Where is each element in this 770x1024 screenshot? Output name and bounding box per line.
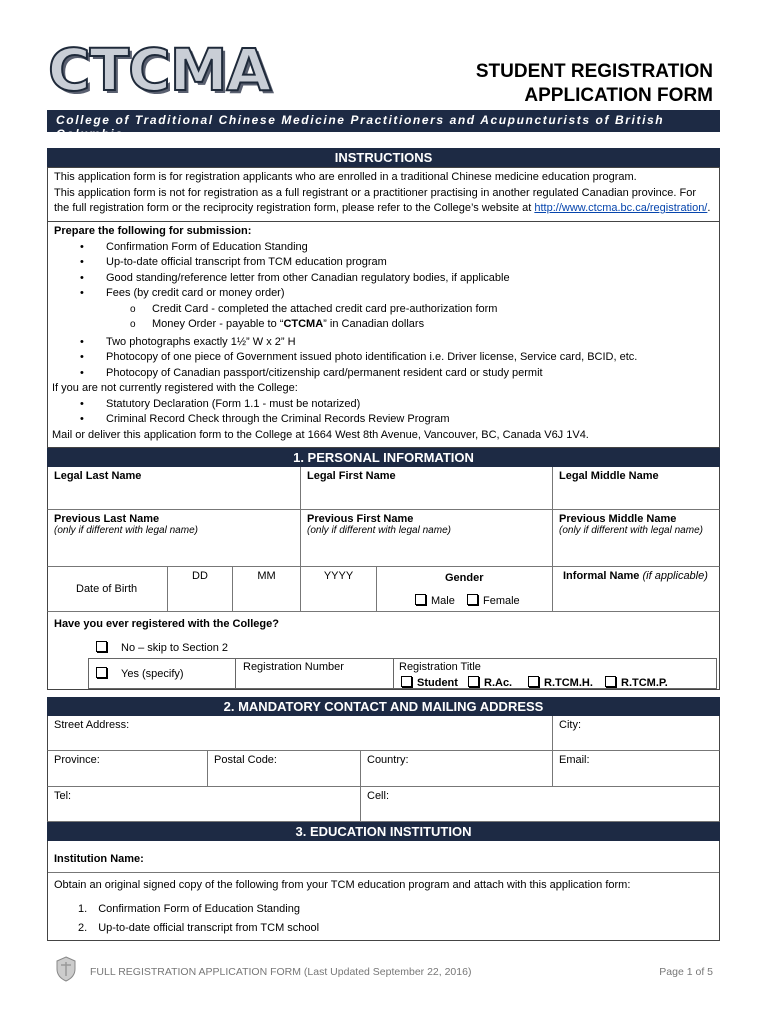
legal-last-name-field[interactable]: Legal Last Name bbox=[47, 467, 301, 510]
title-student-checkbox[interactable]: Student bbox=[401, 676, 458, 689]
instructions-para1: This application form is for registration applicants who are enrolled in a traditional Chinese medicine education program. bbox=[54, 171, 637, 183]
footer-form-info: FULL REGISTRATION APPLICATION FORM (Last Updated September 22, 2016) bbox=[90, 966, 472, 978]
list-item: • Fees (by credit card or money order) bbox=[54, 286, 713, 302]
list-item: • Good standing/reference letter from other Canadian regulatory bodies, if applicable bbox=[54, 271, 713, 287]
legal-first-name-field[interactable]: Legal First Name bbox=[301, 467, 553, 510]
obtain-instructions: Obtain an original signed copy of the following from your TCM education program and attach with this application form: bbox=[54, 879, 631, 891]
country-field[interactable]: Country: bbox=[361, 751, 553, 787]
list-item: 1. Confirmation Form of Education Standing bbox=[78, 902, 300, 915]
registration-number-field[interactable]: Registration Number bbox=[243, 661, 344, 673]
checklist-3 bbox=[54, 397, 713, 428]
institution-name-field[interactable]: Institution Name: bbox=[47, 841, 720, 873]
title-rtcmh-checkbox[interactable]: R.TCM.H. bbox=[528, 676, 593, 689]
college-crest-icon bbox=[55, 956, 77, 982]
dob-month-field[interactable]: MM bbox=[233, 567, 301, 612]
previous-last-name-field[interactable]: Previous Last Name (only if different with legal name) bbox=[47, 510, 301, 567]
dob-label-cell bbox=[47, 567, 168, 612]
tel-field[interactable]: Tel: bbox=[47, 787, 361, 822]
gender-cell bbox=[377, 567, 553, 612]
list-item: • Criminal Record Check through the Criminal Records Review Program bbox=[54, 412, 713, 428]
list-item: 2. Up-to-date official transcript from TCM school bbox=[78, 922, 320, 934]
street-address-field[interactable]: Street Address: bbox=[47, 716, 553, 751]
no-option-checkbox[interactable]: No – skip to Section 2 bbox=[96, 641, 228, 654]
email-field[interactable]: Email: bbox=[553, 751, 720, 787]
org-name: College of Traditional Chinese Medicine Practitioners and Acupuncturists of British Columbia bbox=[56, 113, 665, 141]
legal-middle-name-field[interactable]: Legal Middle Name bbox=[553, 467, 720, 510]
list-item: • Photocopy of Canadian passport/citizenship card/permanent resident card or study permit bbox=[54, 366, 713, 382]
title-rac-checkbox[interactable]: R.Ac. bbox=[468, 676, 512, 689]
list-item: • Two photographs exactly 1½” W x 2” H bbox=[54, 335, 713, 351]
postal-code-field[interactable]: Postal Code: bbox=[208, 751, 361, 787]
city-field[interactable]: City: bbox=[553, 716, 720, 751]
personal-info-heading: 1. PERSONAL INFORMATION bbox=[47, 448, 720, 467]
mail-instructions: Mail or deliver this application form to the College at 1664 West 8th Avenue, Vancouver, BC, Canada V6J 1V4. bbox=[52, 428, 589, 441]
registration-link[interactable]: http://www.ctcma.bc.ca/registration/ bbox=[534, 202, 708, 214]
list-item: • Photocopy of one piece of Government issued photo identification i.e. Driver license, Service card, BCID, etc. bbox=[54, 350, 713, 366]
female-checkbox[interactable]: Female bbox=[467, 594, 520, 607]
dob-day-field[interactable]: DD bbox=[168, 567, 233, 612]
checklist bbox=[54, 240, 713, 302]
informal-name-field[interactable]: Informal Name (if applicable) bbox=[553, 567, 720, 612]
list-item: • Statutory Declaration (Form 1.1 - must be notarized) bbox=[54, 397, 713, 413]
instructions-heading: INSTRUCTIONS bbox=[47, 148, 720, 167]
male-checkbox[interactable]: Male bbox=[415, 594, 455, 607]
checklist-2 bbox=[54, 335, 713, 382]
not-registered-note: If you are not currently registered with the College: bbox=[52, 382, 298, 394]
registered-question: Have you ever registered with the College? bbox=[54, 618, 279, 630]
yes-option-checkbox[interactable]: Yes (specify) bbox=[96, 667, 184, 680]
list-item: o Money Order - payable to “CTCMA” in Canadian dollars bbox=[54, 317, 713, 333]
form-title-line2: APPLICATION FORM bbox=[524, 85, 713, 106]
education-heading: 3. EDUCATION INSTITUTION bbox=[47, 822, 720, 841]
footer-page-number: Page 1 of 5 bbox=[659, 966, 713, 978]
prepare-heading: Prepare the following for submission: bbox=[54, 225, 252, 237]
title-rtcmp-checkbox[interactable]: R.TCM.P. bbox=[605, 676, 668, 689]
previous-middle-name-field[interactable]: Previous Middle Name (only if different with legal name) bbox=[553, 510, 720, 567]
list-item: • Up-to-date official transcript from TCM education program bbox=[54, 255, 713, 271]
registration-title-label: Registration Title bbox=[399, 661, 481, 673]
instructions-para2: This application form is not for registration as a full registrant or a practitioner practising in another regulated Canadian province. For the full registration form or the reciprocity registration form, please refer to the College’s website at http://www.ctcma.bc.ca/registration/. bbox=[54, 186, 711, 214]
ctcma-logo: CTCMA bbox=[48, 36, 271, 104]
education-docs-box bbox=[47, 872, 720, 941]
list-item: o Credit Card - completed the attached credit card pre-authorization form bbox=[54, 302, 713, 318]
list-item: • Confirmation Form of Education Standing bbox=[54, 240, 713, 256]
cell-field[interactable]: Cell: bbox=[361, 787, 720, 822]
previous-first-name-field[interactable]: Previous First Name (only if different with legal name) bbox=[301, 510, 553, 567]
dob-label: Date of Birth bbox=[76, 583, 138, 595]
gender-label: Gender bbox=[445, 572, 484, 584]
form-title-line1: STUDENT REGISTRATION bbox=[475, 61, 713, 82]
fee-options bbox=[54, 302, 713, 333]
submission-checklist-box bbox=[47, 221, 720, 448]
province-field[interactable]: Province: bbox=[47, 751, 208, 787]
contact-heading: 2. MANDATORY CONTACT AND MAILING ADDRESS bbox=[47, 697, 720, 716]
dob-year-field[interactable]: YYYY bbox=[301, 567, 377, 612]
org-name-band bbox=[47, 110, 720, 141]
instructions-intro-box bbox=[47, 167, 720, 222]
